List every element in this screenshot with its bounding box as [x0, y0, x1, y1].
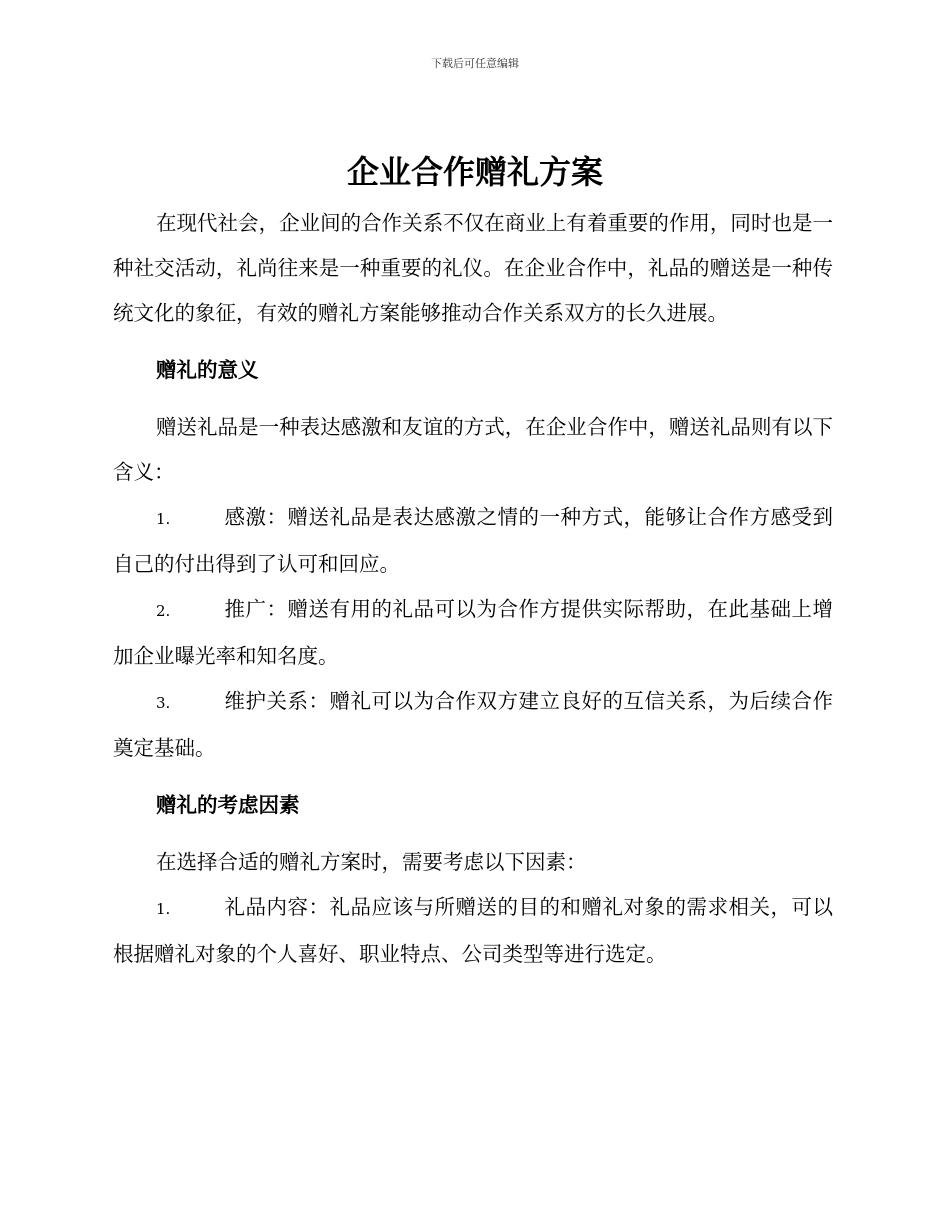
list-number: 3.	[156, 694, 171, 712]
list-number: 1.	[156, 900, 171, 918]
list-item	[113, 587, 833, 679]
list-item	[113, 885, 833, 977]
list-item-text: 维护关系：赠礼可以为合作双方建立良好的互信关系，为后续合作奠定基础。	[113, 689, 833, 760]
list-item-text: 感激：赠送礼品是表达感激之情的一种方式，能够让合作方感受到自己的付出得到了认可和回应。	[113, 505, 833, 576]
list-item-text: 推广：赠送有用的礼品可以为合作方提供实际帮助，在此基础上增加企业曝光率和知名度。	[113, 597, 833, 668]
section-heading-meaning: 赠礼的意义	[156, 358, 259, 382]
document-body	[113, 201, 833, 977]
list-item	[113, 679, 833, 771]
factors-lead-paragraph: 在选择合适的赠礼方案时，需要考虑以下因素：	[156, 850, 587, 874]
list-number: 1.	[156, 510, 171, 528]
section-heading-factors: 赠礼的考虑因素	[156, 793, 300, 817]
list-item-text: 礼品内容：礼品应该与所赠送的目的和赠礼对象的需求相关，可以根据赠礼对象的个人喜好、职业特点、公司类型等进行选定。	[113, 895, 833, 966]
meaning-lead-paragraph: 赠送礼品是一种表达感激和友谊的方式，在企业合作中，赠送礼品则有以下含义：	[113, 415, 833, 484]
document-title: 企业合作赠礼方案	[346, 153, 603, 191]
list-number: 2.	[156, 602, 171, 620]
list-item	[113, 495, 833, 587]
intro-paragraph: 在现代社会，企业间的合作关系不仅在商业上有着重要的作用，同时也是一种社交活动，礼尚往来是一种重要的礼仪。在企业合作中，礼品的赠送是一种传统文化的象征，有效的赠礼方案能够推动合作关系双方的长久进展。	[113, 211, 833, 325]
header-note: 下载后可任意编辑	[431, 57, 519, 70]
